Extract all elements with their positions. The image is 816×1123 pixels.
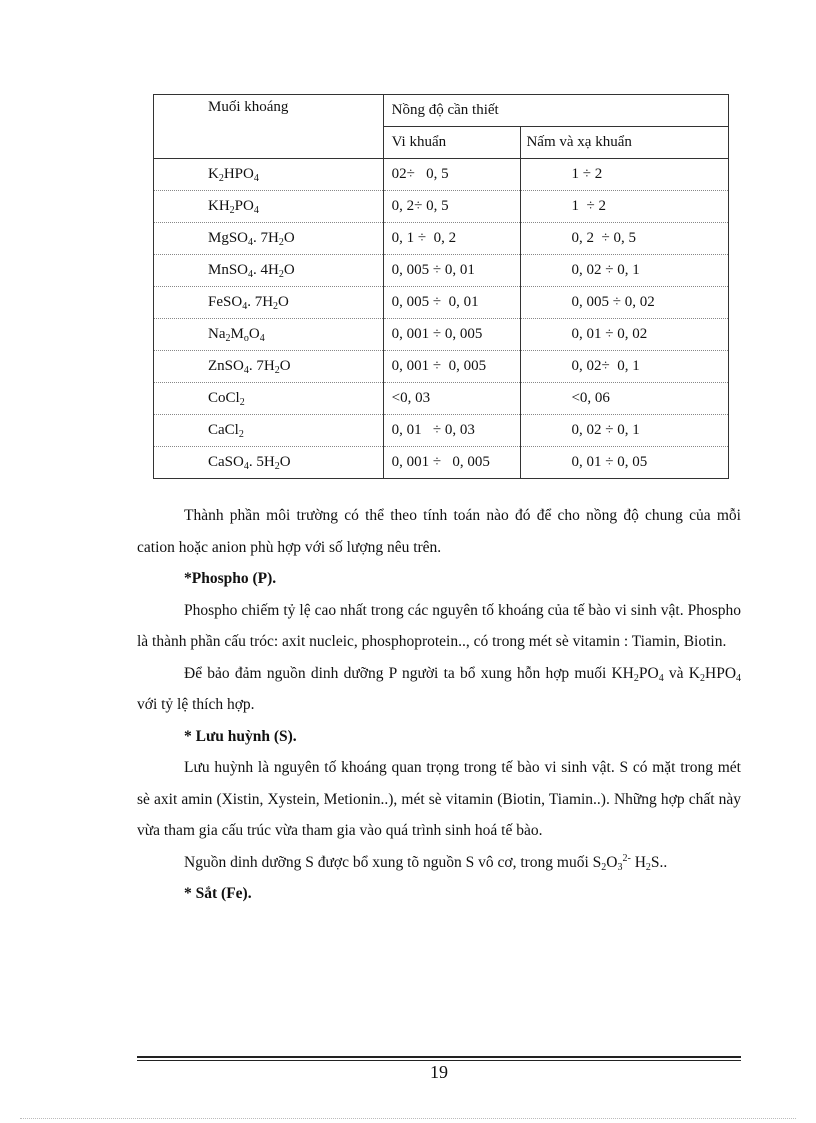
bacteria-concentration: 0, 001 ÷ 0, 005 [383,447,521,479]
header-bacteria: Vi khuẩn [383,127,521,159]
table-row [154,223,729,255]
bacteria-concentration: 0, 001 ÷ 0, 005 [383,319,521,351]
table-row [154,319,729,351]
fungi-concentration: 0, 2 ÷ 0, 5 [521,223,729,255]
table-row [154,191,729,223]
mineral-salt-table [153,94,729,479]
header-salt: Muối khoáng [154,95,384,159]
salt-formula: CaCl$_2$ [154,415,384,447]
fungi-concentration: 0, 005 ÷ 0, 02 [521,287,729,319]
table-row [154,255,729,287]
paragraph-sulfur-source: Nguồn dinh dưỡng S được bổ xung tõ nguồn S vô cơ, trong muối $S_2O_3^{2-}$ $H_2S$.. [184,852,668,873]
bacteria-concentration: 0, 001 ÷ 0, 005 [383,351,521,383]
header-concentration: Nồng độ cần thiết [383,95,728,127]
fungi-concentration: <0, 06 [521,383,729,415]
header-fungi: Nấm và xạ khuẩn [521,127,729,159]
bacteria-concentration: 02÷ 0, 5 [383,159,521,191]
page-number: 19 [430,1062,448,1082]
bacteria-concentration: 0, 2÷ 0, 5 [383,191,521,223]
fungi-concentration: 1 ÷ 2 [521,159,729,191]
fungi-concentration: 0, 01 ÷ 0, 05 [521,447,729,479]
table-body [154,159,729,479]
bacteria-concentration: 0, 01 ÷ 0, 03 [383,415,521,447]
table-row [154,287,729,319]
fungi-concentration: 0, 02 ÷ 0, 1 [521,415,729,447]
table-row [154,159,729,191]
salt-formula: $K_2HPO_4$ [154,159,384,191]
bacteria-concentration: 0, 005 ÷ 0, 01 [383,287,521,319]
fungi-concentration: 0, 01 ÷ 0, 02 [521,319,729,351]
bacteria-concentration: <0, 03 [383,383,521,415]
salt-formula: ZnSO$_4$. $7H_2O$ [154,351,384,383]
paragraph: Thành phần môi trường có thể theo tính toán nào đó để cho nồng độ chung của mỗi cation hoặc anion phù hợp với số lượng nêu trên. [137,507,741,556]
table-row [154,383,729,415]
section-heading-sulfur: * Lưu huỳnh (S). [184,727,297,745]
paragraph-phospho-salts: Để bảo đảm nguồn dinh dưỡng P người ta bổ xung hỗn hợp muối $KH_2PO_4$ và $K_2HPO_4$ với tỷ lệ thích hợp. [137,664,742,713]
footer-rule-thin [137,1060,741,1061]
bacteria-concentration: 0, 005 ÷ 0, 01 [383,255,521,287]
salt-formula: $KH_2PO_4$ [154,191,384,223]
salt-formula: CaSO$_4$. $5H_2O$ [154,447,384,479]
section-heading-phospho: *Phospho (P). [184,570,277,587]
salt-formula: MnSO$_4$. $4H_2O$ [154,255,384,287]
page-edge-divider [20,1118,796,1119]
fungi-concentration: 0, 02÷ 0, 1 [521,351,729,383]
table-header-row [154,95,729,127]
table-row [154,351,729,383]
paragraph: Lưu huỳnh là nguyên tố khoáng quan trọng trong tế bào vi sinh vật. S có mặt trong mét sè axit amin (Xistin, Xystein, Metionin..), mét sè vitamin (Biotin, Tiamin..). Những hợp chất này vừa tham gia cấu trúc vừa tham gia vào quá trình sinh hoá tế bào. [137,759,741,839]
paragraph: Phospho chiếm tỷ lệ cao nhất trong các nguyên tố khoáng của tế bào vi sinh vật. Phospho là thành phần cấu tróc: axit nucleic, phosphoprotein.., có trong mét sè vitamin : Tiamin, Biotin. [137,601,741,650]
body-text [137,500,741,910]
salt-formula: FeSO$_4$. $7H_2O$ [154,287,384,319]
table-row [154,415,729,447]
bacteria-concentration: 0, 1 ÷ 0, 2 [383,223,521,255]
footer-rule [137,1056,741,1058]
salt-formula: CoCl$_2$ [154,383,384,415]
fungi-concentration: 1 ÷ 2 [521,191,729,223]
salt-formula: MgSO$_4$. $7H_2O$ [154,223,384,255]
salt-formula: $Na_2M_oO_4$ [154,319,384,351]
table-row [154,447,729,479]
section-heading-iron: * Sắt (Fe). [184,885,252,902]
fungi-concentration: 0, 02 ÷ 0, 1 [521,255,729,287]
